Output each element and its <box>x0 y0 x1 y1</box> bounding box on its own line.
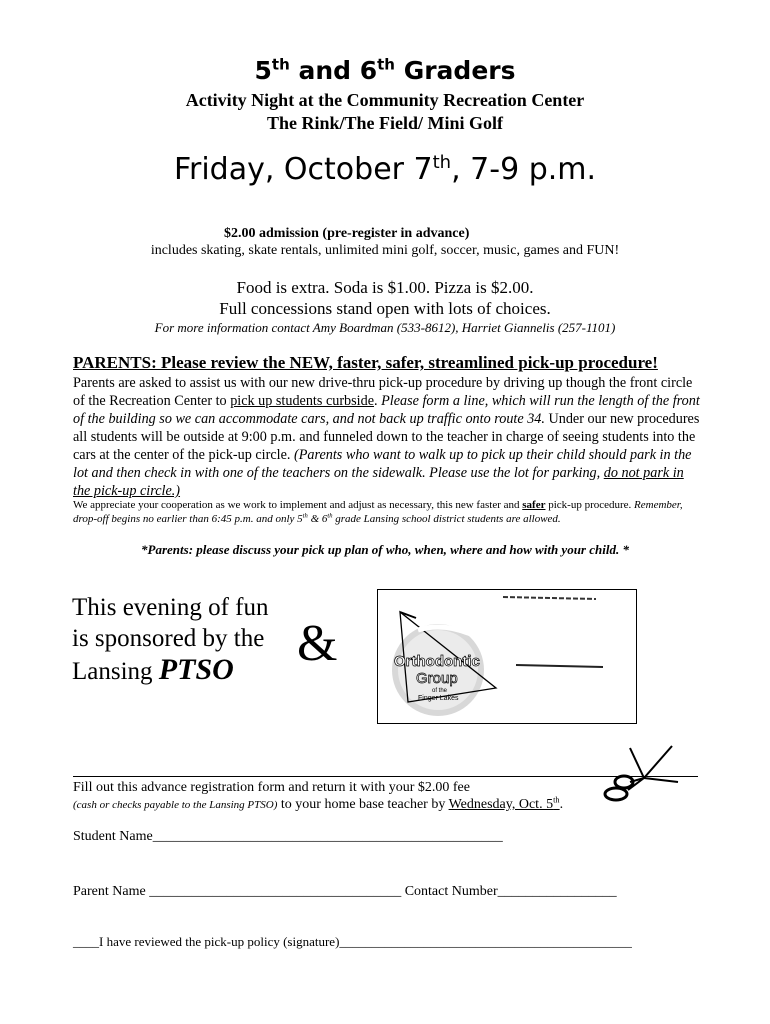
orthodontic-group-logo <box>378 590 636 723</box>
food-prices: Food is extra. Soda is $1.00. Pizza is $2.00. <box>236 278 534 297</box>
event-date: Friday, October 7th, 7-9 p.m. <box>173 152 597 187</box>
event-subtitle: Activity Night at the Community Recreation Center <box>185 90 585 110</box>
event-venues: The Rink/The Field/ Mini Golf <box>266 113 504 133</box>
admission-includes: includes skating, skate rentals, unlimited mini golf, soccer, music, games and FUN! <box>150 243 620 258</box>
contact-info: For more information contact Amy Boardman (533-8612), Harriet Giannelis (257-1101) <box>154 320 616 335</box>
sponsor-text: This evening of fun is sponsored by the Lansing PTSO <box>72 594 269 686</box>
sponsor-logo-box <box>377 589 637 724</box>
form-instructions: Fill out this advance registration form and return it with your $2.00 fee <box>73 780 470 795</box>
form-instructions-2: (cash or checks payable to the Lansing PTSO) to your home base teacher by Wednesday, Oct. 5th. <box>73 795 564 812</box>
parents-heading: PARENTS: Please review the NEW, faster, safer, streamlined pick-up procedure! <box>73 353 658 372</box>
svg-text:of the: of the <box>432 688 448 694</box>
svg-text:Finger Lakes: Finger Lakes <box>418 695 459 702</box>
pickup-plan-note: *Parents: please discuss your pick up plan of who, when, where and how with your child. * <box>141 542 629 557</box>
admission-price: $2.00 admission (pre-register in advance) <box>224 226 470 241</box>
event-title: 5th and 6th Graders <box>254 55 516 85</box>
parent-contact-field[interactable]: Parent Name ____________________________________ Contact Number_________________ <box>73 884 617 899</box>
concessions-note: Full concessions stand open with lots of choices. <box>219 299 551 318</box>
pickup-procedure-text: Parents are asked to assist us with our new drive-thru pick-up procedure by driving up though the front circle of the Recreation Center to pick up students curbside. Please form a line, which will run the length of the front of the building so we can accommodate cars, and not back up traffic onto route 34. Under our new procedures all students will be outside at 9:00 p.m. and funneled down to the teacher in charge of seeing students into the cars at the center of the pick-up circle. (Parents who want to walk up to pick up their child should park in the lot and then check in with one of the teachers on the sidewalk. Please use the lot for parking, do not park in the pick-up circle.) <box>73 375 700 499</box>
scissors-icon <box>600 744 690 806</box>
svg-text:Group: Group <box>416 670 458 687</box>
cooperation-text: We appreciate your cooperation as we work to implement and adjust as necessary, this new faster and safer pick-up procedure. Remember, drop-off begins no earlier than 6:45 p.m. and only 5th & 6th grade Lansing school district students are allowed. <box>73 499 683 525</box>
ampersand: & <box>297 615 338 672</box>
student-name-field[interactable]: Student Name__________________________________________________ <box>73 829 503 844</box>
svg-text:Orthodontic: Orthodontic <box>394 653 480 670</box>
policy-signature-field[interactable]: ____I have reviewed the pick-up policy (signature)_____________________________________________ <box>73 934 632 949</box>
